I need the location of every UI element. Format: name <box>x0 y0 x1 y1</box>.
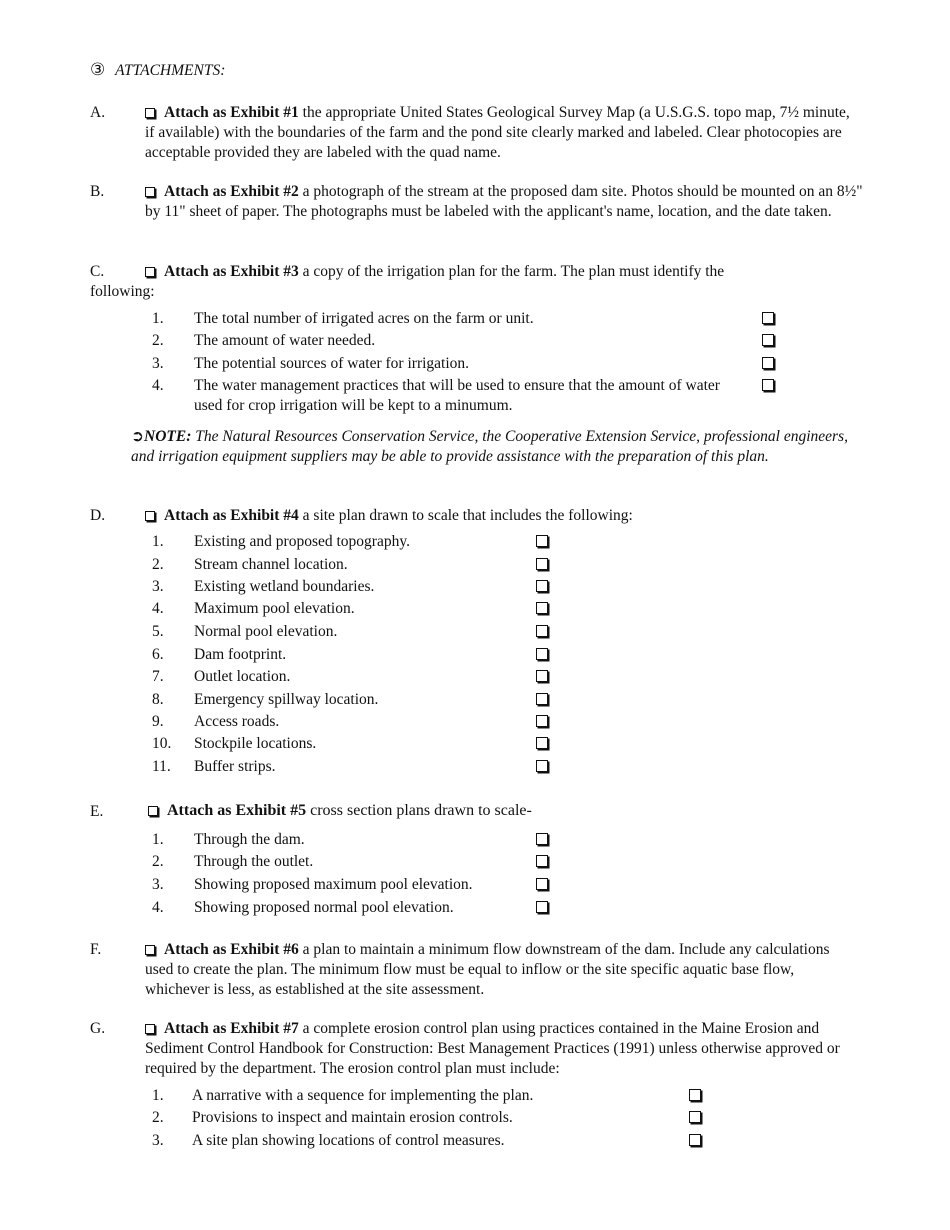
d-item-text: Buffer strips. <box>194 758 276 775</box>
d-item-number: 2. <box>152 556 164 573</box>
checkbox-d-9[interactable] <box>536 715 548 727</box>
d-item-number: 3. <box>152 578 164 595</box>
checkbox-d-10[interactable] <box>536 737 548 749</box>
checkbox-e-2[interactable] <box>536 855 548 867</box>
c-item-number: 2. <box>152 332 164 349</box>
section-c-text-continued: following: <box>90 283 155 300</box>
note-paragraph <box>131 426 861 467</box>
d-item-text: Stockpile locations. <box>194 735 317 752</box>
checkbox-d-6[interactable] <box>536 648 548 660</box>
c-item-number: 4. <box>152 377 164 394</box>
c-item-text: The water management practices that will be used to ensure that the amount of water used for crop irrigation will be kept to a minumum. <box>194 377 720 414</box>
exhibit-5-label: Attach as Exhibit #5 <box>167 802 307 819</box>
e-item-text: Through the dam. <box>194 831 305 848</box>
section-b-text <box>145 182 875 222</box>
checkbox-d-8[interactable] <box>536 693 548 705</box>
exhibit-6-label: Attach as Exhibit #6 <box>164 941 299 958</box>
section-letter-e: E. <box>90 803 104 820</box>
g-item-text: Provisions to inspect and maintain erosion controls. <box>192 1109 513 1126</box>
c-item-number: 1. <box>152 310 164 327</box>
checkbox-exhibit-4[interactable] <box>145 511 155 521</box>
checkbox-exhibit-2[interactable] <box>145 187 155 197</box>
section-d-text <box>145 506 633 526</box>
e-item-number: 4. <box>152 899 164 916</box>
checkbox-e-4[interactable] <box>536 901 548 913</box>
d-item-number: 10. <box>152 735 172 752</box>
checkbox-d-3[interactable] <box>536 580 548 592</box>
e-item-number: 1. <box>152 831 164 848</box>
d-item-number: 7. <box>152 668 164 685</box>
c-item-number: 3. <box>152 355 164 372</box>
section-f-text <box>145 940 845 1000</box>
d-item-number: 11. <box>152 758 171 775</box>
checkbox-exhibit-3[interactable] <box>145 267 155 277</box>
exhibit-3-label: Attach as Exhibit #3 <box>164 263 299 280</box>
section-letter-c: C. <box>90 263 105 280</box>
note-text: The Natural Resources Conservation Service, the Cooperative Extension Service, professional engineers, and irrigation equipment suppliers may be able to provide assistance with the preparation of this plan. <box>131 428 848 465</box>
checkbox-d-7[interactable] <box>536 670 548 682</box>
d-item-number: 5. <box>152 623 164 640</box>
exhibit-2-description: a photograph of the stream at the proposed dam site. Photos should be mounted on an 8½" by 11" sheet of paper. The photographs must be labeled with the applicant's name, location, and the date taken. <box>145 183 863 220</box>
d-item-text: Existing and proposed topography. <box>194 533 410 550</box>
checkbox-d-2[interactable] <box>536 558 548 570</box>
checkbox-d-4[interactable] <box>536 602 548 614</box>
g-item-number: 2. <box>152 1109 164 1126</box>
checkbox-c-3[interactable] <box>762 357 774 369</box>
e-item-text: Through the outlet. <box>194 853 314 870</box>
e-item-number: 2. <box>152 853 164 870</box>
checkbox-g-3[interactable] <box>689 1134 701 1146</box>
d-item-number: 9. <box>152 713 164 730</box>
exhibit-3-description: a copy of the irrigation plan for the farm. The plan must identify the <box>298 263 725 280</box>
section-e-text <box>148 801 532 821</box>
e-item-number: 3. <box>152 876 164 893</box>
d-item-text: Stream channel location. <box>194 556 348 573</box>
checkbox-c-2[interactable] <box>762 334 774 346</box>
d-item-text: Dam footprint. <box>194 646 287 663</box>
e-item-text: Showing proposed maximum pool elevation. <box>194 876 473 893</box>
d-item-text: Maximum pool elevation. <box>194 600 355 617</box>
page-title: ATTACHMENTS: <box>115 62 226 79</box>
exhibit-2-label: Attach as Exhibit #2 <box>164 183 299 200</box>
d-item-number: 8. <box>152 691 164 708</box>
section-c-text <box>145 262 724 282</box>
section-letter-d: D. <box>90 507 106 524</box>
exhibit-1-description: the appropriate United States Geological Survey Map (a U.S.G.S. topo map, 7½ minute, if available) with the boundaries of the farm and the pond site clearly marked and labeled. Clear photocopies are acceptable provided they are labeled with the quad name. <box>145 104 850 161</box>
exhibit-4-label: Attach as Exhibit #4 <box>164 507 299 524</box>
checkbox-g-1[interactable] <box>689 1089 701 1101</box>
checkbox-exhibit-1[interactable] <box>145 108 155 118</box>
exhibit-6-description: a plan to maintain a minimum flow downstream of the dam. Include any calculations used to create the plan. The minimum flow must be equal to inflow or the site specific aquatic base flow, whichever is less, as established at the site assessment. <box>145 941 830 998</box>
d-item-number: 6. <box>152 646 164 663</box>
g-item-number: 1. <box>152 1087 164 1104</box>
d-item-text: Existing wetland boundaries. <box>194 578 375 595</box>
e-item-text: Showing proposed normal pool elevation. <box>194 899 454 916</box>
c-item-text: The total number of irrigated acres on the farm or unit. <box>194 310 534 327</box>
c-item-text: The potential sources of water for irrigation. <box>194 355 470 372</box>
section-letter-g: G. <box>90 1020 106 1037</box>
g-item-text: A narrative with a sequence for implementing the plan. <box>192 1087 534 1104</box>
checkbox-d-11[interactable] <box>536 760 548 772</box>
d-item-number: 1. <box>152 533 164 550</box>
exhibit-7-description: a complete erosion control plan using practices contained in the Maine Erosion and Sediment Control Handbook for Construction: Best Management Practices (1991) unless otherwise approved or required by the department. The erosion control plan must include: <box>145 1020 840 1077</box>
exhibit-7-label: Attach as Exhibit #7 <box>164 1020 299 1037</box>
checkbox-c-4[interactable] <box>762 379 774 391</box>
section-letter-f: F. <box>90 941 102 958</box>
exhibit-5-description: cross section plans drawn to scale- <box>306 802 532 819</box>
checkbox-g-2[interactable] <box>689 1111 701 1123</box>
section-g-text <box>145 1019 855 1079</box>
section-letter-a: A. <box>90 104 106 121</box>
c-item-text: The amount of water needed. <box>194 332 376 349</box>
exhibit-4-description: a site plan drawn to scale that includes the following: <box>298 507 633 524</box>
note-label: NOTE: <box>144 428 192 445</box>
checkbox-exhibit-5[interactable] <box>148 806 158 816</box>
exhibit-1-label: Attach as Exhibit #1 <box>164 104 299 121</box>
checkbox-e-3[interactable] <box>536 878 548 890</box>
section-header <box>90 60 225 81</box>
g-item-number: 3. <box>152 1132 164 1149</box>
checkbox-e-1[interactable] <box>536 833 548 845</box>
d-item-text: Outlet location. <box>194 668 291 685</box>
checkbox-c-1[interactable] <box>762 312 774 324</box>
d-item-number: 4. <box>152 600 164 617</box>
g-item-text: A site plan showing locations of control measures. <box>192 1132 505 1149</box>
arrow-icon: ➲ <box>131 427 144 445</box>
circled-number-icon: ③ <box>90 60 106 80</box>
d-item-text: Normal pool elevation. <box>194 623 338 640</box>
section-letter-b: B. <box>90 183 105 200</box>
checkbox-exhibit-6[interactable] <box>145 945 155 955</box>
checkbox-exhibit-7[interactable] <box>145 1024 155 1034</box>
section-a-text <box>145 103 855 163</box>
d-item-text: Access roads. <box>194 713 280 730</box>
checkbox-d-5[interactable] <box>536 625 548 637</box>
d-item-text: Emergency spillway location. <box>194 691 379 708</box>
checkbox-d-1[interactable] <box>536 535 548 547</box>
